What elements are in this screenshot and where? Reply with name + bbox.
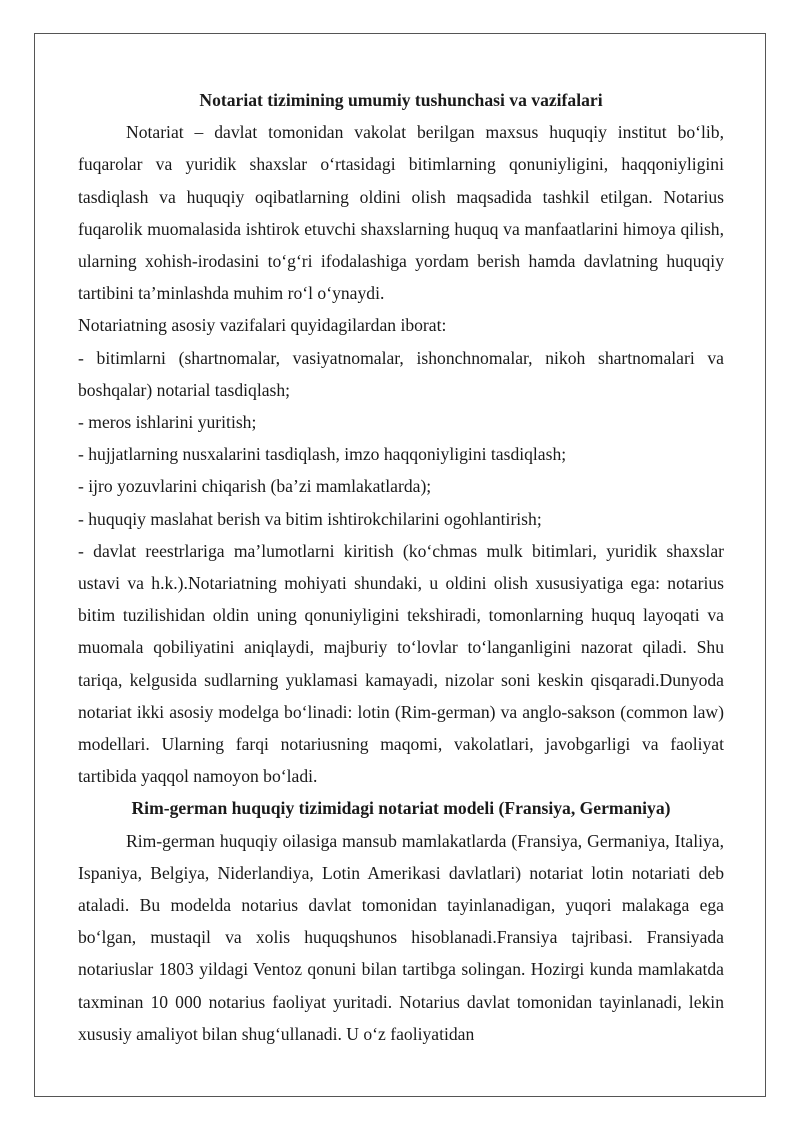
section-heading: Rim-german huquqiy tizimidagi notariat modeli (Fransiya, Germaniya) bbox=[131, 798, 671, 819]
document-body bbox=[78, 84, 724, 1050]
body-paragraph: Rim-german huquqiy oilasiga mansub mamlakatlarda (Fransiya, Germaniya, Italiya, Ispaniya, Belgiya, Niderlandiya, Lotin Amerikasi davlatlari) notariat lotin notariati deb ataladi. Bu modelda notarius davlat tomonidan tayinlanadigan, yuqori malakaga ega bo‘lgan, mustaqil va xolis huquqshunos hisoblanadi.Fransiya tajribasi. Fransiyada notariuslar 1803 yildagi Ventoz qonuni bilan tartibga solingan. Hozirgi kunda mamlakatda taxminan 10 000 notarius faoliyat yuritadi. Notarius davlat tomonidan tayinlanadi, lekin xususiy amaliyot bilan shug‘ullanadi. U o‘z faoliyatidan bbox=[78, 830, 724, 1044]
intro-paragraph: Notariat – davlat tomonidan vakolat berilgan maxsus huquqiy institut bo‘lib, fuqarolar va yuridik shaxslar o‘rtasidagi bitimlarning qonuniyligini, haqqoniyligini tasdiqlash va huquqiy oqibatlarning oldini olish maqsadida tashkil etilgan. Notarius fuqarolik muomalasida ishtirok etuvchi shaxslarning huquq va manfaatlarini himoya qilish, ularning xohish-irodasini to‘g‘ri ifodalashiga yordam berish hamda davlatning huquqiy tartibini ta’minlashda muhim ro‘l o‘ynaydi. bbox=[78, 122, 724, 304]
list-item: - ijro yozuvlarini chiqarish (ba’zi mamlakatlarda); bbox=[78, 476, 432, 497]
list-item: - meros ishlarini yuritish; bbox=[78, 412, 257, 433]
list-intro: Notariatning asosiy vazifalari quyidagilardan iborat: bbox=[78, 315, 447, 336]
list-item: - hujjatlarning nusxalarini tasdiqlash, imzo haqqoniyligini tasdiqlash; bbox=[78, 444, 567, 465]
list-item: - huquqiy maslahat berish va bitim ishtirokchilarini ogohlantirish; bbox=[78, 508, 542, 529]
list-item: - davlat reestrlariga ma’lumotlarni kiritish (ko‘chmas mulk bitimlari, yuridik shaxslar ustavi va h.k.).Notariatning mohiyati shundaki, u oldini olish xususiyatiga ega: notarius bitim tuzilishidan oldin uning qonuniyligini tekshiradi, tomonlarning huquq layoqati va muomala qobiliyatini aniqlaydi, majburiy to‘lovlar to‘langanligini nazorat qiladi. Shu tariqa, kelgusida sudlarning yuklamasi kamayadi, nizolar soni keskin qisqaradi.Dunyoda notariat ikki asosiy modelga bo‘linadi: lotin (Rim-german) va anglo-sakson (common law) modellari. Ularning farqi notariusning maqomi, vakolatlari, javobgarligi va faoliyat tartibida yaqqol namoyon bo‘ladi. bbox=[78, 540, 724, 787]
section-heading: Notariat tizimining umumiy tushunchasi va vazifalari bbox=[199, 90, 603, 110]
list-item: - bitimlarni (shartnomalar, vasiyatnomalar, ishonchnomalar, nikoh shartnomalari va boshqalar) notarial tasdiqlash; bbox=[78, 347, 724, 400]
